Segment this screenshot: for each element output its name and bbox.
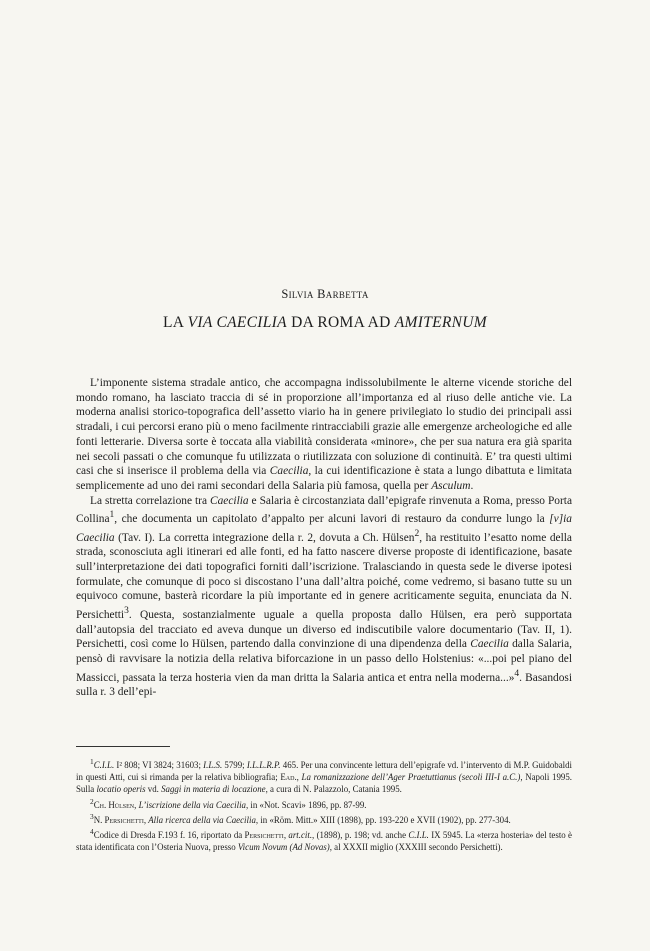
footnote-number: 4 (90, 826, 94, 836)
text-run: , in «Not. Scavi» 1896, pp. 87-99. (245, 799, 367, 810)
text-run: I² 808; VI 3824; 31603; (114, 759, 204, 770)
text-run: Codice di Dresda F.193 f. 16, riportato da (93, 829, 245, 840)
title-part: LA (163, 314, 188, 331)
footnote-4 (76, 826, 572, 853)
footnote-number: 3 (90, 811, 94, 821)
text-run: , (283, 829, 289, 840)
title-part: DA ROMA AD (286, 314, 395, 331)
smallcaps-run: Persichetti (244, 829, 284, 840)
footnote-divider (76, 746, 170, 747)
text-run: 465. Per una convincente lettura dell’epigrafe vd. l’intervento di M.P. Guidobaldi in questi Atti, cui si rimanda per la relativa bibliografia; E (76, 759, 572, 783)
italic-run: Vicum Novum (Ad Novas) (237, 842, 330, 853)
text-run: vd. (145, 784, 162, 795)
italic-run: C.I.L. (93, 759, 115, 770)
italic-run: Asculum (431, 479, 471, 492)
author-name: Silvia Barbetta (281, 287, 369, 301)
italic-run: C.I.L. (408, 829, 429, 840)
smallcaps-run: ad (285, 772, 295, 783)
italic-run: I.L.L.R.P. (246, 759, 281, 770)
paragraph (76, 494, 572, 700)
body-text (76, 376, 572, 700)
text-run: , in «Röm. Mitt.» XIII (1898), pp. 193-220 e XVII (1902), pp. 277-304. (255, 814, 511, 825)
footnote-2 (76, 796, 572, 811)
italic-run: I.L.S. (203, 759, 223, 770)
smallcaps-run: N. Persichetti (93, 814, 144, 825)
text-run: , (1898), p. 198; vd. anche (312, 829, 409, 840)
footnotes (76, 756, 572, 853)
text-run: (Tav. I). La corretta integrazione della r. 2, dovuta a Ch. Hülsen (114, 531, 415, 544)
italic-run: art.cit. (288, 829, 313, 840)
footnote-ref[interactable]: 3 (124, 606, 129, 617)
text-run: e Salaria è circostanziata dall’epigrafe rinvenuta a Roma, presso Porta Collina (76, 494, 573, 526)
text-run: 5799; (222, 759, 247, 770)
text-run: . Basandosi sulla r. 3 dell’epi- (76, 671, 572, 699)
italic-run: L’iscrizione della via Caecilia (138, 799, 246, 810)
text-run: , la cui identificazione è stata a lungo dibattuta e limitata semplicemente ad uno dei rami secondari della Salaria più famosa, quella per (76, 465, 572, 492)
footnote-1 (76, 756, 572, 796)
title-italic-part: AMITERNUM (394, 314, 487, 331)
text-run: IX 5945. La «terza hosteria» del testo è stata identificata con l’Osteria Nuova, presso (76, 829, 572, 853)
text-run: , ha restituito l’esatto nome della strada, sconosciuta agli itinerari ed alle fonti, ed ha fatto nascere diverse proposte di identificazione, basate sull’interpretazione dei dati topografici forniti dall’iscrizione. Tralasciando in questa sede le diverse ipotesi formulate, che comunque di poco si discostano l’una dall’altra poiché, come vedremo, si basano tutte su un equivoco comune, basterà ricordare la più importante ed in genere acriticamente seguita, enunciata da N. Persichetti (76, 531, 572, 621)
text-run: ., (294, 772, 302, 783)
italic-run: locatio operis (96, 784, 146, 795)
italic-run: Caecilia (210, 494, 249, 507)
text-run: , (134, 799, 139, 810)
text-run: dalla Salaria, pensò di ravvisare la notizia della relativa biforcazione in un passo dello Holstenius: «...poi pel piano del Massicci, passata la terza hosteria vien da man dritta la Salaria antica et entra nella moderna...» (76, 638, 572, 684)
text-run: , a cura di N. Palazzolo, Catania 1995. (265, 784, 402, 795)
paragraph (76, 376, 572, 494)
text-run: , che documenta un capitolato d’appalto per alcuni lavori di restauro da condurre lungo la (114, 513, 550, 526)
text-run: La stretta correlazione tra (90, 494, 210, 507)
text-run: , (143, 814, 149, 825)
italic-run: La romanizzazione dell’Ager Praetuttianus (secoli III-I a.C.) (301, 772, 521, 783)
article-title (0, 314, 650, 332)
italic-run: Caecilia (269, 465, 309, 478)
footnote-3 (76, 811, 572, 826)
footnote-number: 1 (90, 757, 94, 766)
text-run: . (470, 479, 474, 492)
text-run: , al XXXII miglio (XXXIII secondo Persichetti). (329, 842, 503, 853)
text-run: L’imponente sistema stradale antico, che accompagna indissolubilmente le alterne vicende storiche del mondo romano, ha lasciato traccia di sé in proporzione all’importanza ed al riuso delle antiche vie. La moderna analisi storico-topografica dell’assetto viario ha in genere privilegiato lo studio dei principali assi stradali, i cui percorsi erano più o meno facilmente rintracciabili grazie alle emergenze archeologiche ed alle fonti letterarie. Diversa sorte è toccata alla viabilità considerata «minore», che per sua natura era già sparita nei secoli passati o che comunque fu utilizzata o riutilizzata con soluzione di continuità. E’ tra questi ultimi casi che si inserisce il problema della via (76, 377, 572, 478)
italic-run: [v]ia Caecilia (76, 513, 572, 544)
italic-run: Caecilia (470, 638, 509, 651)
footnote-ref[interactable]: 1 (109, 510, 115, 521)
footnote-ref[interactable]: 4 (514, 668, 520, 679)
smallcaps-run: Ch. Hülsen (93, 799, 135, 810)
italic-run: Saggi in materia di locazione (161, 784, 266, 795)
text-run: . Questa, sostanzialmente uguale a quella proposta dallo Hülsen, era però supportata dall’autopsia del tracciato ed aveva dunque un diverso ed indiscutibile valore documentario (Tav. II, 1). Persichetti, così come lo Hülsen, partendo dalla convinzione di una dipendenza della (76, 608, 572, 651)
footnote-ref[interactable]: 2 (414, 528, 420, 539)
italic-run: Alla ricerca della via Caecilia (148, 814, 256, 825)
title-italic-part: VIA CAECILIA (187, 314, 287, 331)
footnote-number: 2 (90, 796, 94, 806)
text-run: , Napoli 1995. Sulla (76, 772, 573, 795)
